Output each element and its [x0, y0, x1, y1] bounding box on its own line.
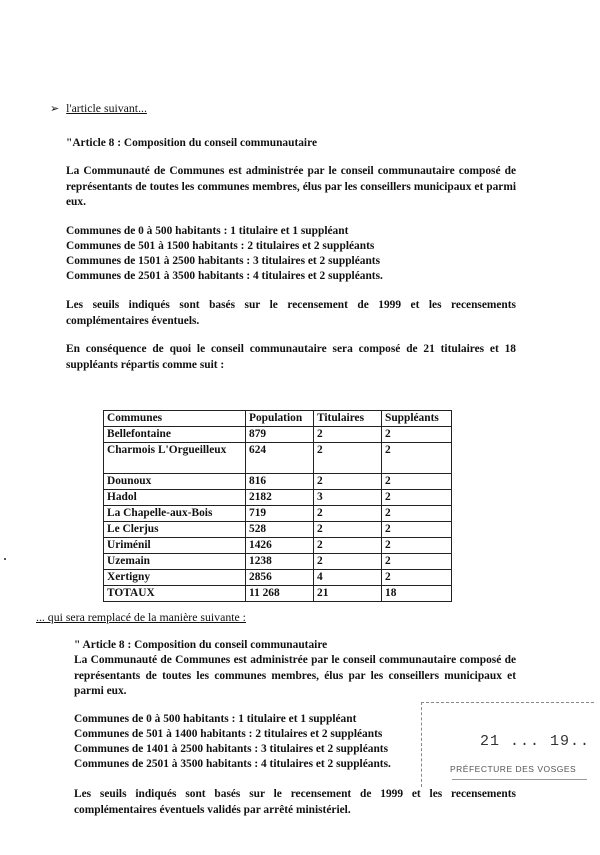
commune-population: 816: [246, 474, 314, 490]
old-threshold-1: Communes de 0 à 500 habitants : 1 titulaire et 1 suppléant: [66, 225, 349, 237]
old-threshold-2: Communes de 501 à 1500 habitants : 2 titulaires et 2 suppléants: [66, 240, 375, 252]
stamp-label: PRÉFECTURE DES VOSGES: [450, 764, 577, 774]
old-article-paragraph: La Communauté de Communes est administrée par le conseil communautaire composé de représentants de toutes les communes membres, élus par les conseillers municipaux et parmi eux.: [66, 165, 516, 208]
table-header-row: [104, 411, 452, 427]
commune-suppleants: 2: [382, 443, 452, 474]
commune-suppleants: 2: [382, 554, 452, 570]
table-totals-row: [104, 586, 452, 602]
header-suppleants: Suppléants: [382, 411, 452, 427]
totals-population: 11 268: [246, 586, 314, 602]
stamp-date: 21 ... 19..: [480, 733, 591, 750]
new-threshold-4: Communes de 2501 à 3500 habitants : 4 titulaires et 2 suppléants.: [74, 758, 391, 770]
consequence-paragraph: En conséquence de quoi le conseil communautaire sera composé de 21 titulaires et 18 suppléants répartis comme suit :: [66, 343, 516, 371]
commune-titulaires: 3: [314, 490, 382, 506]
table-row: [104, 522, 452, 538]
commune-titulaires: 2: [314, 554, 382, 570]
reception-stamp: [421, 702, 594, 787]
old-census-paragraph: Les seuils indiqués sont basés sur le recensement de 1999 et les recensements complémentaires éventuels.: [66, 299, 516, 327]
intro-line: [50, 101, 147, 116]
header-population: Population: [246, 411, 314, 427]
commune-population: 528: [246, 522, 314, 538]
table-row: [104, 443, 452, 474]
intro-text: l'article suivant...: [66, 101, 147, 115]
commune-suppleants: 2: [382, 474, 452, 490]
commune-name: Dounoux: [104, 474, 246, 490]
new-census-paragraph: Les seuils indiqués sont basés sur le recensement de 1999 et les recensements complémentaires éventuels validés par arrêté ministériel.: [74, 788, 516, 816]
commune-suppleants: 2: [382, 427, 452, 443]
new-threshold-1: Communes de 0 à 500 habitants : 1 titulaire et 1 suppléant: [74, 713, 357, 725]
old-thresholds-list: [66, 224, 383, 284]
commune-suppleants: 2: [382, 522, 452, 538]
scan-speck: [4, 558, 6, 560]
totals-titulaires: 21: [314, 586, 382, 602]
header-titulaires: Titulaires: [314, 411, 382, 427]
commune-titulaires: 2: [314, 522, 382, 538]
commune-titulaires: 2: [314, 474, 382, 490]
stamp-rule: [452, 779, 587, 780]
commune-population: 2182: [246, 490, 314, 506]
commune-population: 1238: [246, 554, 314, 570]
table-row: [104, 427, 452, 443]
commune-name: Le Clerjus: [104, 522, 246, 538]
commune-name: Uzemain: [104, 554, 246, 570]
arrow-bullet-icon: ➢: [50, 103, 60, 115]
new-threshold-2: Communes de 501 à 1400 habitants : 2 titulaires et 2 suppléants: [74, 728, 383, 740]
commune-titulaires: 4: [314, 570, 382, 586]
table-row: [104, 474, 452, 490]
commune-population: 1426: [246, 538, 314, 554]
old-threshold-4: Communes de 2501 à 3500 habitants : 4 titulaires et 2 suppléants.: [66, 270, 383, 282]
commune-population: 2856: [246, 570, 314, 586]
table-row: [104, 506, 452, 522]
commune-name: Xertigny: [104, 570, 246, 586]
table-row: [104, 554, 452, 570]
commune-name: Hadol: [104, 490, 246, 506]
table-row: [104, 490, 452, 506]
commune-name: Charmois L'Orgueilleux: [104, 443, 246, 474]
commune-titulaires: 2: [314, 427, 382, 443]
old-threshold-3: Communes de 1501 à 2500 habitants : 3 titulaires et 2 suppléants: [66, 255, 381, 267]
header-communes: Communes: [104, 411, 246, 427]
communes-table: [103, 410, 452, 602]
new-article-paragraph: La Communauté de Communes est administrée par le conseil communautaire composé de représentants de toutes les communes membres, élus par les conseillers municipaux et parmi eux.: [74, 654, 516, 697]
commune-population: 719: [246, 506, 314, 522]
commune-suppleants: 2: [382, 506, 452, 522]
totals-suppleants: 18: [382, 586, 452, 602]
new-article-title: " Article 8 : Composition du conseil communautaire: [74, 639, 328, 651]
new-thresholds-list: [74, 712, 391, 772]
commune-name: La Chapelle-aux-Bois: [104, 506, 246, 522]
commune-suppleants: 2: [382, 490, 452, 506]
commune-suppleants: 2: [382, 570, 452, 586]
commune-titulaires: 2: [314, 443, 382, 474]
commune-population: 624: [246, 443, 314, 474]
commune-titulaires: 2: [314, 538, 382, 554]
table-row: [104, 570, 452, 586]
commune-titulaires: 2: [314, 506, 382, 522]
replacement-line: ... qui sera remplacé de la manière suivante :: [36, 610, 246, 624]
commune-name: Bellefontaine: [104, 427, 246, 443]
old-article-title: "Article 8 : Composition du conseil communautaire: [66, 137, 317, 149]
table-row: [104, 538, 452, 554]
new-threshold-3: Communes de 1401 à 2500 habitants : 3 titulaires et 2 suppléants: [74, 743, 389, 755]
commune-suppleants: 2: [382, 538, 452, 554]
commune-population: 879: [246, 427, 314, 443]
totals-label: TOTAUX: [104, 586, 246, 602]
commune-name: Uriménil: [104, 538, 246, 554]
